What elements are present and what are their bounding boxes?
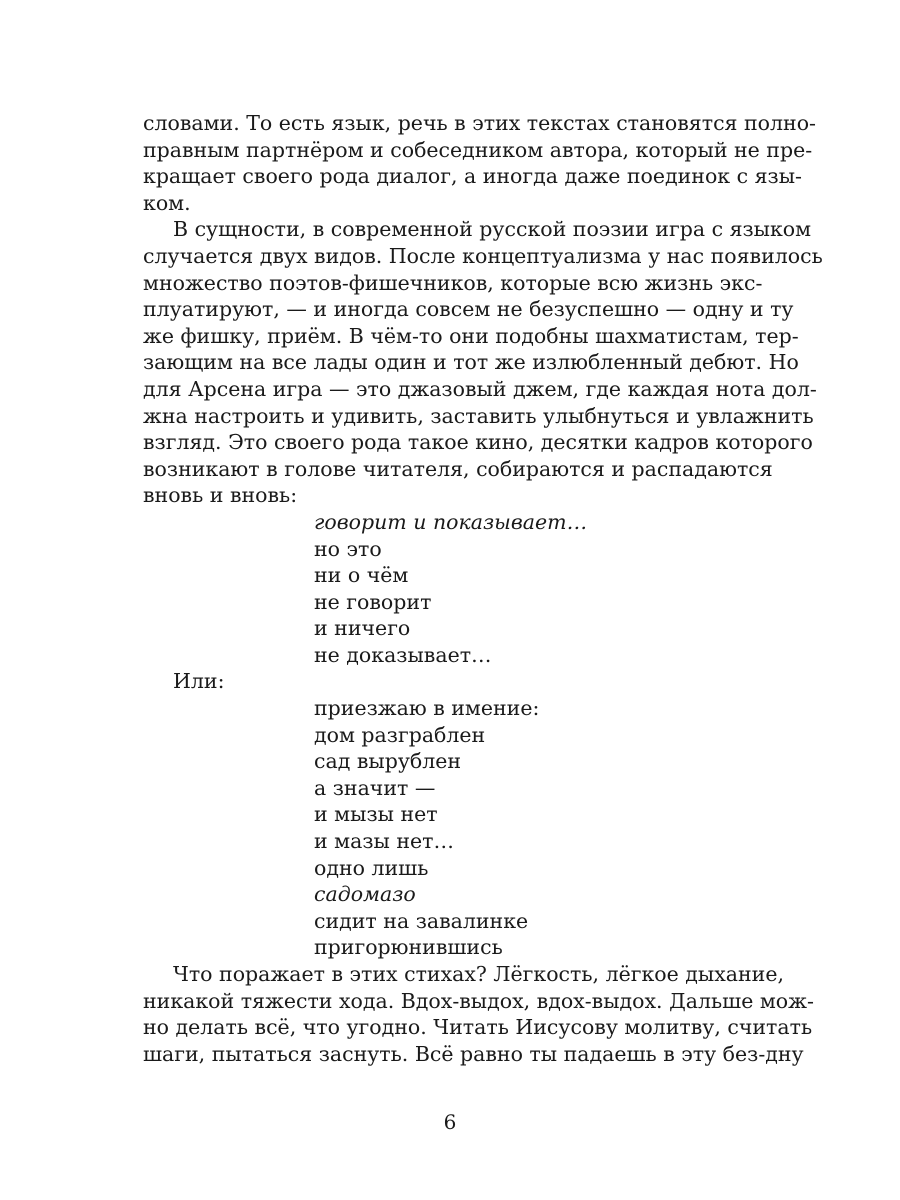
poem-line: и ничего <box>314 616 411 641</box>
poem-quote-1 <box>314 509 757 669</box>
poem-line: садомазо <box>314 882 416 907</box>
page-number: 6 <box>443 1110 457 1134</box>
text-line: Что поражает в этих стихах? Лёгкость, лёгкое дыхание, <box>173 962 784 986</box>
poem-line: и мызы нет <box>314 802 438 827</box>
text-line: плуатируют, — и иногда совсем не безуспешно — одну и ту <box>143 297 794 322</box>
text-line: зающим на все лады один и тот же излюбленный дебют. Но <box>143 350 799 375</box>
text-line: для Арсена игра — это джазовый джем, где каждая нота дол- <box>143 376 817 401</box>
poem-line: ни о чём <box>314 563 409 588</box>
text-line: кращает своего рода диалог, а иногда даже поединок с язы- <box>143 164 802 189</box>
text-line: возникают в голове читателя, собираются и распадаются <box>143 456 773 481</box>
poem-line: сад вырублен <box>314 749 462 774</box>
text-line: никакой тяжести хода. Вдох-выдох, вдох-выдох. Дальше мож- <box>143 988 814 1013</box>
text-line: множество поэтов-фишечников, которые всю жизнь экс- <box>143 270 763 295</box>
text-line: правным партнёром и собеседником автора, который не пре- <box>143 137 813 162</box>
poem-line: но это <box>314 536 382 561</box>
paragraph-game-with-language <box>143 216 823 509</box>
poem-line: дом разграблен <box>314 722 486 747</box>
poem-line: одно лишь <box>314 855 429 880</box>
text-line: шаги, пытаться заснуть. Всё равно ты падаешь в эту без-дну <box>143 1041 804 1066</box>
text-line: взгляд. Это своего рода такое кино, десятки кадров которого <box>143 430 813 455</box>
text-line: ком. <box>143 190 191 215</box>
poem-quote-2 <box>314 695 757 961</box>
poem-line: говорит и показывает… <box>314 509 588 534</box>
text-line: В сущности, в современной русской поэзии игра с языком <box>173 217 812 242</box>
poem-line: пригорюнившись <box>314 935 503 960</box>
text-line: же фишку, приём. В чём-то они подобны шахматистам, тер- <box>143 323 799 348</box>
transition-word: Или: <box>173 669 225 694</box>
text-line: вновь и вновь: <box>143 483 298 508</box>
text-line: случается двух видов. После концептуализма у нас появилось <box>143 243 823 268</box>
poem-line: не доказывает… <box>314 642 492 667</box>
text-line: словами. То есть язык, речь в этих текстах становятся полно- <box>143 111 816 135</box>
text-line: но делать всё, что угодно. Читать Иисусову молитву, считать <box>143 1015 813 1040</box>
poem-line: а значит — <box>314 775 436 800</box>
paragraph-continued <box>143 110 816 216</box>
text-line: жна настроить и удивить, заставить улыбнуться и увлажнить <box>143 403 814 428</box>
paragraph-lightness <box>143 961 814 1067</box>
poem-line: не говорит <box>314 589 432 614</box>
poem-line: приезжаю в имение: <box>314 696 540 721</box>
poem-line: и мазы нет… <box>314 829 454 854</box>
poem-line: сидит на завалинке <box>314 908 529 933</box>
body-text <box>143 110 823 1067</box>
